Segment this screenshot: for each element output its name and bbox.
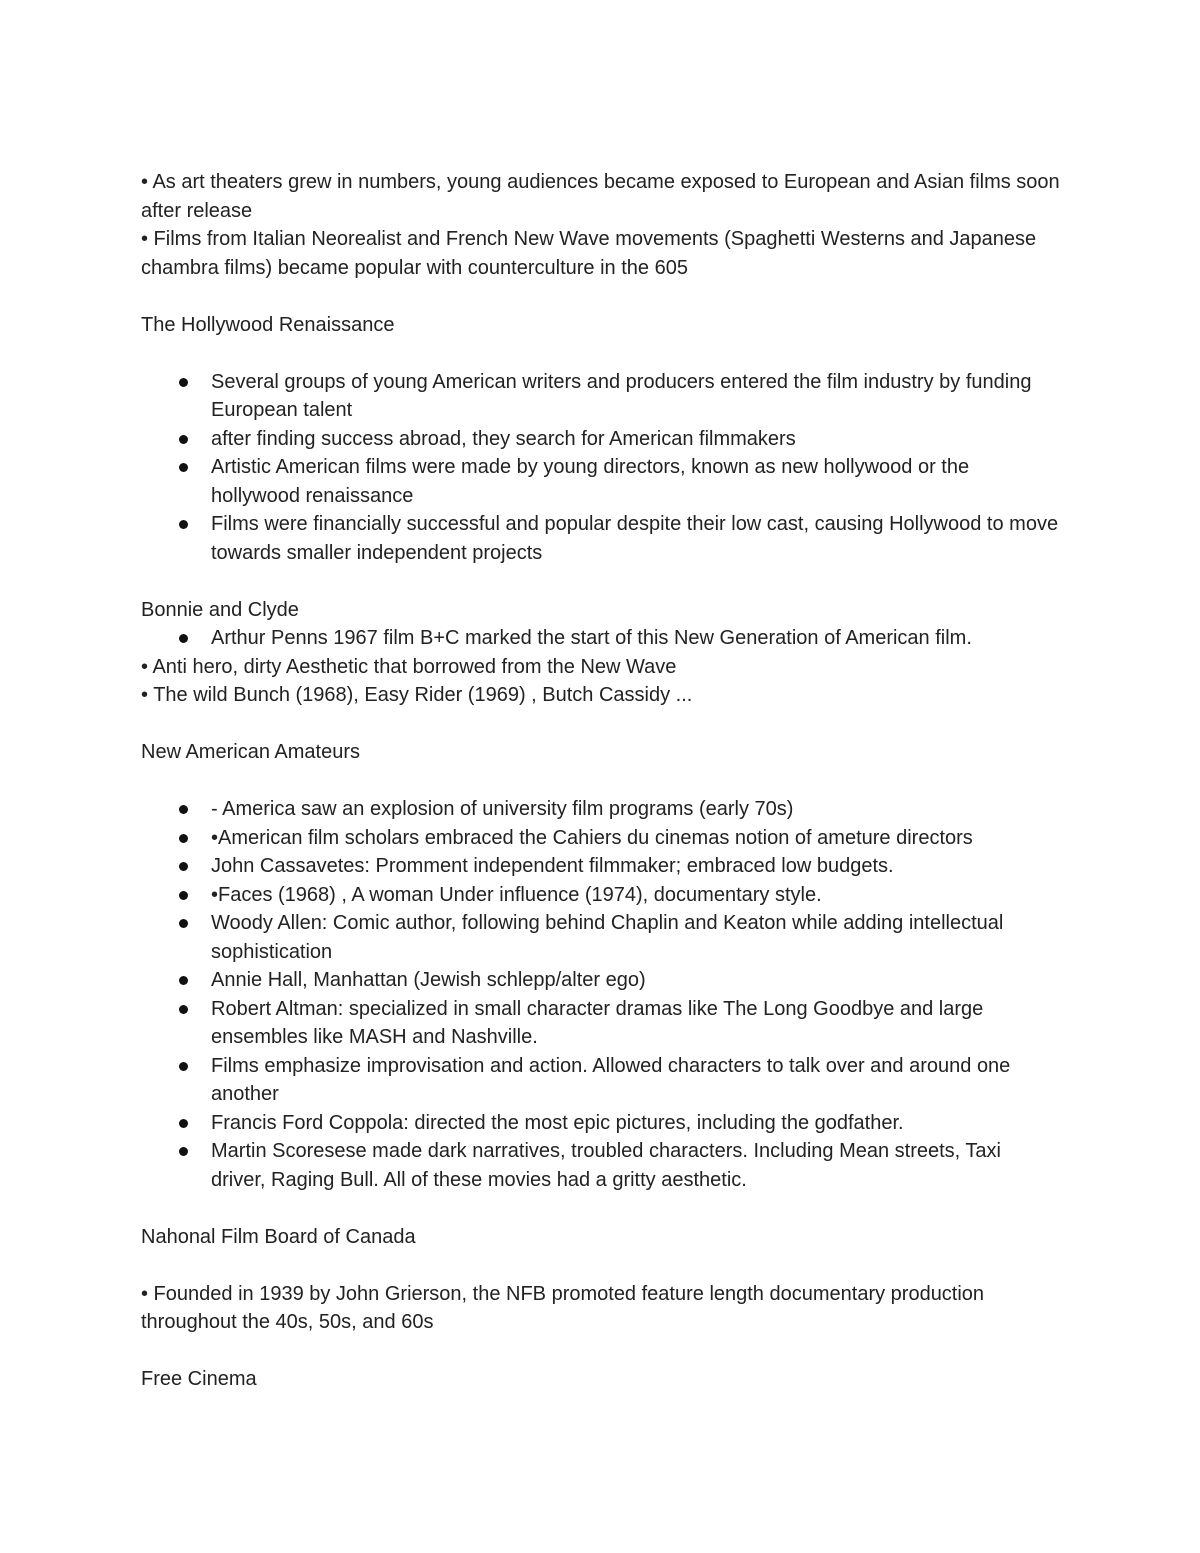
list-item-text: Annie Hall, Manhattan (Jewish schlepp/alter ego) bbox=[211, 969, 646, 991]
list-item-text: Films emphasize improvisation and action. Allowed characters to talk over and around one another bbox=[211, 1054, 1011, 1105]
bullet-icon bbox=[179, 520, 188, 529]
section-heading-bonnie-and-clyde: Bonnie and Clyde bbox=[141, 598, 299, 621]
list-item-text: Francis Ford Coppola: directed the most epic pictures, including the godfather. bbox=[211, 1111, 904, 1134]
list-item bbox=[141, 425, 1061, 454]
list-item bbox=[141, 1137, 1061, 1194]
bullet-icon bbox=[179, 634, 188, 643]
amateurs-list bbox=[141, 795, 1061, 1194]
list-item-text: Films were financially successful and popular despite their low cast, causing Hollywood to move towards smaller independent projects bbox=[211, 513, 1059, 564]
bullet-icon bbox=[179, 378, 188, 387]
list-item-text: - America saw an explosion of university film programs (early 70s) bbox=[211, 798, 794, 820]
list-item bbox=[141, 881, 1061, 910]
blank-line bbox=[141, 567, 1061, 596]
list-item bbox=[141, 824, 1061, 853]
bullet-icon bbox=[179, 463, 188, 472]
bonnie-line: • The wild Bunch (1968), Easy Rider (1969) , Butch Cassidy ... bbox=[141, 684, 693, 706]
intro-paragraph: • As art theaters grew in numbers, young audiences became exposed to European and Asian films soon after release bbox=[141, 171, 1066, 222]
blank-line bbox=[141, 1251, 1061, 1280]
blank-line bbox=[141, 767, 1061, 796]
list-item-text: Artistic American films were made by young directors, known as new hollywood or the hollywood renaissance bbox=[211, 456, 970, 507]
bullet-icon bbox=[179, 976, 188, 985]
bullet-icon bbox=[179, 435, 188, 444]
list-item bbox=[141, 966, 1061, 995]
list-item-text: •American film scholars embraced the Cahiers du cinemas notion of ameture directors bbox=[211, 826, 973, 849]
blank-line bbox=[141, 282, 1061, 311]
hollywood-list bbox=[141, 368, 1061, 568]
document-body bbox=[141, 168, 1066, 1394]
list-item bbox=[141, 1052, 1061, 1109]
blank-line bbox=[141, 710, 1061, 739]
bullet-icon bbox=[179, 891, 188, 900]
bonnie-line: • Anti hero, dirty Aesthetic that borrowed from the New Wave bbox=[141, 655, 677, 678]
list-item bbox=[141, 368, 1061, 425]
intro-paragraph: • Films from Italian Neorealist and French New Wave movements (Spaghetti Westerns and Japanese chambra films) became popular with counterculture in the 605 bbox=[141, 228, 1042, 279]
list-item bbox=[141, 995, 1061, 1052]
bullet-icon bbox=[179, 1005, 188, 1014]
list-item-text: Woody Allen: Comic author, following behind Chaplin and Keaton while adding intellectual sophistication bbox=[211, 912, 1004, 963]
list-item bbox=[141, 909, 1061, 966]
section-heading-free-cinema: Free Cinema bbox=[141, 1368, 257, 1390]
list-item bbox=[141, 453, 1061, 510]
list-item-text: Several groups of young American writers and producers entered the film industry by funding European talent bbox=[211, 370, 1032, 421]
blank-line bbox=[141, 339, 1061, 368]
bullet-icon bbox=[179, 834, 188, 843]
bullet-icon bbox=[179, 919, 188, 928]
list-item-text: Arthur Penns 1967 film B+C marked the start of this New Generation of American film. bbox=[211, 627, 972, 649]
bonnie-list bbox=[141, 624, 1061, 653]
list-item bbox=[141, 624, 1061, 653]
list-item-text: •Faces (1968) , A woman Under influence (1974), documentary style. bbox=[211, 883, 822, 906]
section-heading-hollywood: The Hollywood Renaissance bbox=[141, 313, 395, 336]
bullet-icon bbox=[179, 1147, 188, 1156]
section-heading-nfb: Nahonal Film Board of Canada bbox=[141, 1225, 416, 1248]
section-heading-amateurs: New American Amateurs bbox=[141, 741, 360, 763]
list-item bbox=[141, 510, 1061, 567]
bullet-icon bbox=[179, 1062, 188, 1071]
blank-line bbox=[141, 1194, 1061, 1223]
bullet-icon bbox=[179, 862, 188, 871]
list-item bbox=[141, 795, 1061, 824]
list-item-text: Martin Scoresese made dark narratives, troubled characters. Including Mean streets, Taxi driver, Raging Bull. All of these movies had a gritty aesthetic. bbox=[211, 1140, 1001, 1191]
bullet-icon bbox=[179, 805, 188, 814]
nfb-paragraph: • Founded in 1939 by John Grierson, the NFB promoted feature length documentary production throughout the 40s, 50s, and 60s bbox=[141, 1282, 990, 1333]
list-item-text: Robert Altman: specialized in small character dramas like The Long Goodbye and large ensembles like MASH and Nashville. bbox=[211, 997, 984, 1048]
list-item bbox=[141, 852, 1061, 881]
list-item-text: after finding success abroad, they search for American filmmakers bbox=[211, 427, 796, 450]
list-item-text: John Cassavetes: Promment independent filmmaker; embraced low budgets. bbox=[211, 855, 894, 877]
bullet-icon bbox=[179, 1119, 188, 1128]
blank-line bbox=[141, 1337, 1061, 1366]
list-item bbox=[141, 1109, 1061, 1138]
